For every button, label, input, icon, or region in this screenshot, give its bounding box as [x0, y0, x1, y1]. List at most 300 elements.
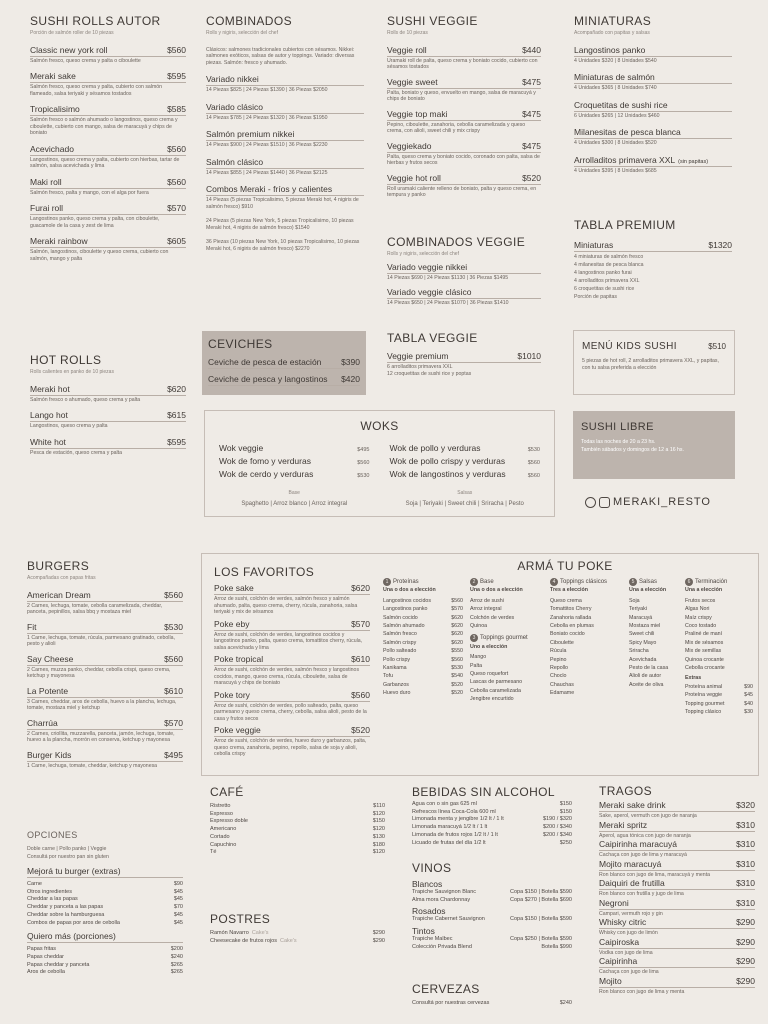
wok-price: $560: [527, 460, 540, 466]
poke-row: [550, 639, 620, 647]
item-row: [574, 100, 732, 112]
menu-item: [206, 74, 364, 94]
item-price: $560: [164, 653, 183, 664]
item-name: American Dream: [27, 589, 91, 600]
section-title: HOT ROLLS: [30, 353, 102, 367]
menu-item: [208, 357, 360, 369]
poke-name: Maíz crispy: [685, 614, 712, 621]
item-price: $530: [164, 621, 183, 632]
item-row: [30, 144, 186, 156]
step-number: 4: [550, 578, 558, 586]
menu-item: [30, 203, 186, 229]
base-title: Base: [288, 490, 300, 496]
item-row: [574, 155, 732, 167]
item-name: Say Cheese: [27, 653, 74, 664]
poke-price: $520: [451, 690, 463, 697]
row-price: $45: [173, 911, 183, 918]
menu-item: [599, 917, 755, 937]
poke-row: [470, 678, 540, 686]
item-price: $620: [351, 583, 370, 593]
sushi-veggie-section: [387, 14, 541, 205]
list-row: [412, 840, 572, 848]
item-desc: 14 Piezas $690 | 24 Piezas $1130 | 36 Piezas $1495: [387, 274, 509, 281]
menu-item: [30, 384, 186, 404]
poke-row: [685, 622, 753, 630]
item-row: [574, 72, 732, 84]
list-row: [210, 842, 385, 850]
wok-row: [390, 443, 541, 456]
item-desc: Langostinos, queso crema y palta: [30, 423, 108, 429]
poke-name: Huevo duro: [383, 690, 411, 697]
item-desc: Arroz de sushi, colchón de verdes, salmón fresco y langostinos cocidos, mango, queso crema, rúcula, ciboulette, salsa de maracuyá y chips de boniato: [214, 667, 360, 686]
row-name: Expresso: [210, 810, 233, 817]
item-price: $495: [164, 749, 183, 760]
list-row: [27, 904, 183, 912]
row-price: $150: [372, 818, 385, 825]
poke-name: Mostaza miel: [629, 623, 661, 630]
item-price: $560: [167, 176, 186, 187]
row-name: Papas cheddar y panceta: [27, 961, 90, 968]
poke-row: [685, 656, 753, 664]
item-desc: Uramaki roll de palta, queso crema y boniato cocido, cubierto con sésamos tostados: [387, 57, 538, 70]
menu-item: [599, 898, 755, 918]
item-row: [387, 45, 541, 57]
poke-row: [470, 662, 540, 670]
section-subtitle: Acompañado con papitas y salsas: [574, 30, 650, 36]
salsas-list: Soja | Teriyaki | Sweet chili | Sriracha | Pesto: [405, 500, 524, 507]
menu-item: [30, 71, 186, 97]
clasicos-col: [550, 578, 620, 698]
list-row: [412, 809, 572, 817]
poke-name: Quinoa crocante: [685, 656, 724, 663]
item-desc: Arroz de sushi, colchón de verdes, pollo salteado, palta, queso parmesano y queso crema, cherry, cebolla, salsa alioli, pesto de la casa y frutos secos: [214, 702, 367, 722]
section-title: MINIATURAS: [574, 14, 652, 28]
item-desc: Arroz de sushi, colchón de verdes, salmón fresco y salmón ahumado, palta, queso crema, cherry, rúcula, zanahoria, salsa teriyaki y mix de sésamos: [214, 596, 358, 615]
wok-name: Wok de pollo crispy y verduras: [389, 456, 506, 466]
menu-item: [599, 976, 755, 996]
item-price: $615: [167, 410, 186, 420]
item-name: Salmón clásico: [206, 156, 264, 167]
item-row: [599, 859, 755, 871]
item-name: Veggie roll: [387, 44, 427, 55]
item-desc: 4 Unidades $320 | 8 Unidades $540: [574, 57, 657, 64]
poke-name: Salmón cocido: [383, 614, 418, 621]
vino-name: Trapiche Cabernet Sauvignon: [412, 916, 485, 923]
poke-row: [629, 614, 679, 622]
item-desc: Campari, vermuth rojo y gin: [599, 910, 663, 917]
item-desc: 14 Piezas $900 | 24 Piezas $1510 | 36 Piezas $2230: [206, 142, 328, 148]
item-row: [30, 410, 186, 422]
poke-col-head: [629, 578, 679, 586]
poke-name: Spicy Mayo: [629, 639, 657, 646]
poke-col-head: [550, 578, 620, 586]
cervezas-desc: Consultá por nuestras cervezas: [412, 1000, 490, 1006]
poke-name: Teriyaki: [629, 606, 647, 613]
row-price: $120: [372, 826, 385, 833]
item-desc: 14 Piezas $855 | 24 Piezas $1440 | 36 Piezas $2125: [206, 169, 328, 176]
list-row: [210, 803, 385, 811]
poke-row: [629, 622, 679, 630]
poke-row: [685, 630, 753, 638]
item-desc: 2 Carnes, muzza panko, cheddar, cebolla crispi, queso crema, ketchup y mayonesa: [27, 666, 171, 679]
menu-item: [387, 262, 541, 282]
section-subtitle: Rolls de 10 piezas: [387, 30, 428, 36]
vino-price: Copa $270 | Botella $690: [510, 896, 572, 903]
item-desc: 6 arrolladitos primavera XXL 12 croquetitas de sushi rice y poptas: [387, 364, 472, 377]
wok-price: $530: [357, 473, 370, 479]
menu-item: [27, 622, 183, 648]
item-name: Milanesitas de pesca blanca: [574, 127, 681, 137]
poke-name: Arroz de sushi: [470, 597, 504, 604]
item-price: $310: [736, 839, 755, 849]
row-price: $45: [173, 888, 183, 895]
row-price: $240: [170, 953, 183, 960]
poke-name: Ciboulette: [550, 639, 574, 646]
list-row: [210, 834, 385, 842]
poke-row: [685, 647, 753, 655]
list-row: [210, 930, 385, 938]
poke-name: Pollo crispy: [383, 656, 411, 663]
poke-name: Queso crema: [550, 597, 582, 604]
item-name: Veggiekado: [387, 140, 432, 151]
poke-name: Frutos secos: [685, 597, 716, 604]
list-row: [27, 962, 183, 970]
item-desc: Salmón fresco o salmón ahumado o langostinos, queso crema y ciboulette, cubierto con mango, salsa de maracuyá y chips de boniato: [30, 117, 178, 136]
item-row: [574, 45, 732, 57]
section-title: CERVEZAS: [412, 982, 480, 996]
row-price: $180: [372, 841, 385, 848]
base-list: Spaghetto | Arroz blanco | Arroz integral: [241, 500, 348, 507]
row-name: Limonada maracuyá 1/2 lt / 1 lt: [412, 824, 488, 831]
vino-price: Botella $990: [541, 943, 572, 950]
vino-price: Copa $150 | Botella $590: [510, 916, 572, 923]
menu-item: [387, 351, 541, 363]
poke-price: $570: [451, 606, 463, 613]
vino-row: [412, 944, 572, 952]
item-price: $560: [167, 143, 186, 154]
item-price: $310: [736, 858, 755, 869]
handle-text: MERAKI_RESTO: [613, 496, 711, 508]
item-price: $290: [736, 936, 755, 947]
poke-name: Sriracha: [629, 648, 649, 655]
poke-col-head: [685, 578, 753, 586]
menu-item: [574, 155, 732, 175]
menu-item: [30, 104, 186, 137]
section-subtitle: Acompañadas con papas fritas: [27, 575, 96, 581]
poke-row: [685, 708, 753, 716]
item-name: Meraki sake drink: [599, 800, 666, 810]
social-handle[interactable]: [585, 496, 711, 508]
row-price: $250: [559, 839, 572, 846]
item-row: [387, 141, 541, 153]
salsas-title: Salsas: [457, 490, 473, 496]
poke-row: [550, 681, 620, 689]
premium-line: 4 miniaturas de salmón fresco: [574, 254, 644, 260]
burgers-section: [27, 559, 183, 775]
menu-item: [387, 77, 541, 103]
item-row: [387, 287, 541, 299]
sushi-libre-box: [573, 411, 735, 479]
wok-name: Wok de langostinos y verduras: [389, 469, 506, 479]
menu-item: [206, 157, 364, 177]
poke-price: $540: [451, 673, 463, 680]
row-price: $45: [173, 896, 183, 903]
item-price: $475: [522, 108, 541, 119]
vino-group-title: Rosados: [412, 906, 446, 917]
poke-row: [629, 672, 679, 680]
vino-group-title: Blancos: [412, 879, 443, 889]
vino-price: Copa $250 | Botella $590: [510, 936, 572, 943]
poke-name: Soja: [629, 597, 640, 604]
step-number: 2: [470, 578, 478, 586]
poke-price: $45: [744, 692, 753, 699]
wok-name: Wok veggie: [219, 443, 264, 453]
base-col: [470, 578, 540, 704]
item-name: Tropicalisimo: [30, 104, 80, 114]
section-title: CAFÉ: [210, 785, 244, 799]
poke-name: Proteína veggie: [685, 692, 723, 699]
poke-name: Repollo: [550, 665, 568, 672]
item-price: $560: [351, 689, 370, 700]
woks-box: [204, 410, 555, 517]
poke-name: Zanahoria rallada: [550, 614, 592, 621]
row-name: Té: [210, 849, 217, 856]
item-price: $595: [167, 436, 186, 447]
section-subtitle: Rolls calientes en panko de 10 piezas: [30, 369, 114, 375]
list-row: [412, 801, 572, 809]
item-price: $620: [167, 383, 186, 394]
menu-item: [214, 654, 370, 687]
poke-price: $620: [451, 631, 463, 638]
row-name: Otros ingredientes: [27, 888, 72, 895]
section-title: TABLA VEGGIE: [387, 331, 478, 345]
proteinas-col: [383, 578, 463, 698]
poke-row: [685, 614, 753, 622]
poke-row: [685, 683, 753, 691]
item-desc: Cachaça con jugo de lima: [599, 969, 659, 975]
menu-item: [387, 45, 541, 71]
item-desc: Salmón, langostinos, ciboulette y queso crema, cubierto con salmón, mango y palta: [30, 249, 169, 262]
item-row: [208, 374, 360, 386]
row-price: $150: [559, 808, 572, 815]
row-name: Americano: [210, 826, 237, 833]
poke-row: [383, 622, 463, 630]
step-sub: Una a elección: [685, 587, 723, 594]
item-name: Meraki spritz: [599, 819, 648, 830]
list-row: [27, 920, 183, 928]
menu-item: [387, 141, 541, 167]
item-row: [599, 956, 755, 968]
poke-row: [550, 647, 620, 655]
poke-name: Kanikama: [383, 665, 407, 672]
section-subtitle: Porción de salmón roller de 10 piezas: [30, 30, 114, 36]
poke-row: [550, 630, 620, 638]
item-price: $610: [351, 654, 370, 664]
item-name: Ceviche de pesca y langostinos: [208, 374, 328, 384]
item-desc: Vodka con jugo de lima: [599, 949, 653, 956]
item-row: [599, 937, 755, 949]
section-subtitle: Rolls y nigiris, selección del chef: [206, 30, 278, 36]
step-number: 1: [383, 578, 391, 586]
poke-name: Cebolla en plumas: [550, 623, 594, 630]
item-row: [599, 917, 755, 929]
item-name: Poke tory: [214, 689, 250, 700]
poke-row: [383, 689, 463, 697]
poke-row: [629, 639, 679, 647]
poke-row: [550, 656, 620, 664]
step-sub: Una o dos a elección: [383, 587, 436, 594]
tripadvisor-icon: [585, 497, 596, 508]
section-title: COMBINADOS VEGGIE: [387, 235, 526, 249]
poke-name: Edamame: [550, 690, 575, 697]
row-price: $200 / $340: [542, 824, 572, 831]
poke-name: Tomattitos Cherry: [550, 606, 592, 613]
row-price: $110: [373, 803, 385, 809]
poke-col-head: [383, 578, 463, 586]
item-desc: Palta, boniato y queso, envuelto en mango, salsa de maracuyá y chips de boniato: [387, 89, 536, 102]
poke-name: Cebolla caramelizada: [470, 687, 521, 694]
item-desc: Aperol, agua tónica con jugo de naranja: [599, 832, 691, 839]
row-price: $265: [170, 969, 183, 976]
cafe-section: [210, 785, 385, 857]
poke-row: [685, 605, 753, 613]
row-name: Agua con o sin gas 625 ml: [412, 801, 477, 807]
poke-name: Sweet chili: [629, 631, 655, 638]
item-row: [599, 800, 755, 812]
tabla-veggie-section: [387, 331, 541, 377]
poke-row: [550, 664, 620, 672]
vino-row: [412, 897, 572, 905]
poke-price: $520: [451, 681, 463, 688]
menu-item: [574, 127, 732, 147]
row-price: $90: [173, 881, 183, 887]
item-price: $1320: [708, 240, 732, 250]
poke-name: Langostinos panko: [383, 606, 428, 613]
menu-item: [574, 72, 732, 92]
miniaturas-section: [574, 14, 732, 182]
menu-item: [30, 410, 186, 430]
menu-item: [574, 240, 732, 252]
item-row: [387, 262, 541, 274]
poke-row: [383, 597, 463, 605]
item-name: Variado veggie clásico: [387, 287, 472, 297]
item-desc: Salmón fresco, queso crema y palta o ciboulette: [30, 57, 141, 64]
poke-price: $550: [451, 648, 463, 655]
poke-name: Salmón crispy: [383, 639, 417, 646]
menu-item: [27, 686, 183, 712]
poke-row: [470, 614, 540, 622]
poke-name: Langostinos cocidos: [383, 597, 431, 604]
kids-price: $510: [708, 342, 726, 351]
list-row: [27, 912, 183, 920]
item-row: [206, 129, 364, 141]
poke-name: Rúcula: [550, 648, 567, 655]
item-price: $520: [351, 725, 370, 735]
item-desc: Palta, queso crema y boniato cocido, coronado con palta, salsa de hierbas y frutos secos: [387, 153, 540, 166]
item-row: [27, 654, 183, 666]
item-desc: Langostinos, queso crema y palta, cubierto con hierbas, tartar de salmón, salsa acevichada y lima: [30, 156, 180, 169]
item-name: Mojito maracuyá: [599, 858, 662, 869]
menu-item: [599, 820, 755, 840]
menu-item: [214, 690, 370, 723]
menu-item: [599, 878, 755, 898]
item-desc: 4 Unidades $300 | 8 Unidades $520: [574, 140, 657, 146]
extras-title: Extras: [685, 675, 702, 682]
poke-name: Jengibre encurtido: [470, 696, 514, 703]
poke-name: Alioli de autor: [629, 673, 662, 680]
item-desc: Arroz de sushi, colchón de verdes, langostinos cocidos y langostinos panko, palta, queso crema, tomattitos cherry, rúcula, salsa acevichada y lima: [214, 631, 363, 651]
poke-row: [470, 605, 540, 613]
row-name: Aros de cebolla: [27, 969, 65, 976]
item-name: Furai roll: [30, 203, 64, 213]
item-price: $290: [736, 956, 755, 966]
step-title: Base: [480, 579, 494, 585]
premium-line: 6 croquetitas de sushi rice: [574, 286, 635, 293]
poke-row: [383, 672, 463, 680]
premium-line: 4 arrolladitos primavera XXL: [574, 278, 640, 285]
poke-row: [550, 614, 620, 622]
item-desc: 24 Piezas (5 piezas New York, 5 piezas Tropicalisimo, 10 piezas Meraki hot, 4 nigiris de salmón fresco) $1540: [206, 218, 354, 231]
list-row: [412, 824, 572, 832]
section-title: VINOS: [412, 861, 452, 875]
step-sub: Una o dos a elección: [470, 587, 523, 594]
poke-row: [383, 647, 463, 655]
item-desc: 14 Piezas $785 | 24 Piezas $1320 | 36 Piezas $1950: [206, 114, 328, 121]
item-price: $585: [167, 104, 186, 114]
item-name: La Potente: [27, 685, 69, 696]
row-name: Cortado: [210, 833, 230, 840]
row-price: $130: [372, 833, 385, 840]
libre-line-2: También sábados y domingos de 12 a 16 hs.: [581, 446, 684, 453]
item-name: Daiquiri de frutilla: [599, 878, 665, 888]
poke-name: Mix de semillas: [685, 648, 722, 655]
item-desc: Cachaça con jugo de lima y maracuyá: [599, 852, 687, 858]
item-name: Caipiroska: [599, 936, 640, 947]
wok-price: $560: [527, 473, 540, 479]
poke-name: Pollo salteado: [383, 648, 417, 655]
item-note: (sin papitas): [678, 158, 709, 165]
item-name: White hot: [30, 436, 66, 447]
menu-item: [599, 839, 755, 859]
item-desc: 1 Carne, lechuga, tomate, rúcula, parmesano gratinado, cebolla, pesto y alioli: [27, 634, 175, 647]
wok-name: Wok de fomo y verduras: [219, 456, 311, 466]
item-name: Meraki sake: [30, 71, 76, 81]
item-row: [599, 976, 755, 988]
poke-name: Algas Nori: [685, 606, 710, 613]
poke-name: Chauchas: [550, 681, 574, 688]
item-price: $520: [522, 172, 541, 183]
item-row: [214, 690, 370, 702]
poke-name: Arroz integral: [470, 606, 502, 613]
section-title: BEBIDAS SIN ALCOHOL: [412, 785, 555, 799]
row-name: Expresso doble: [210, 818, 248, 825]
section-title: TRAGOS: [599, 784, 653, 798]
item-desc: 3 Carnes, cheddar, aros de cebolla, huevo a la plancha, lechuga, tomate, mostaza miel y ketchup: [27, 698, 177, 711]
item-row: [387, 109, 541, 121]
poke-col-head: [470, 634, 540, 642]
item-row: [30, 384, 186, 396]
menu-item: [206, 129, 364, 149]
item-price: $570: [351, 618, 370, 629]
menu-item: [387, 287, 541, 307]
item-desc: Roll uramaki caliente relleno de boniato, palta y queso crema, en tempura y panko: [387, 185, 537, 198]
wok-price: $530: [527, 447, 540, 453]
menu-item: [574, 100, 732, 120]
poke-name: Mango: [470, 654, 487, 661]
row-name: Limonada de frutos rojos 1/2 lt / 1 lt: [412, 831, 498, 838]
step-title: Toppings clásicos: [560, 579, 608, 585]
porciones-title: Quiero más (porciones): [27, 931, 183, 943]
